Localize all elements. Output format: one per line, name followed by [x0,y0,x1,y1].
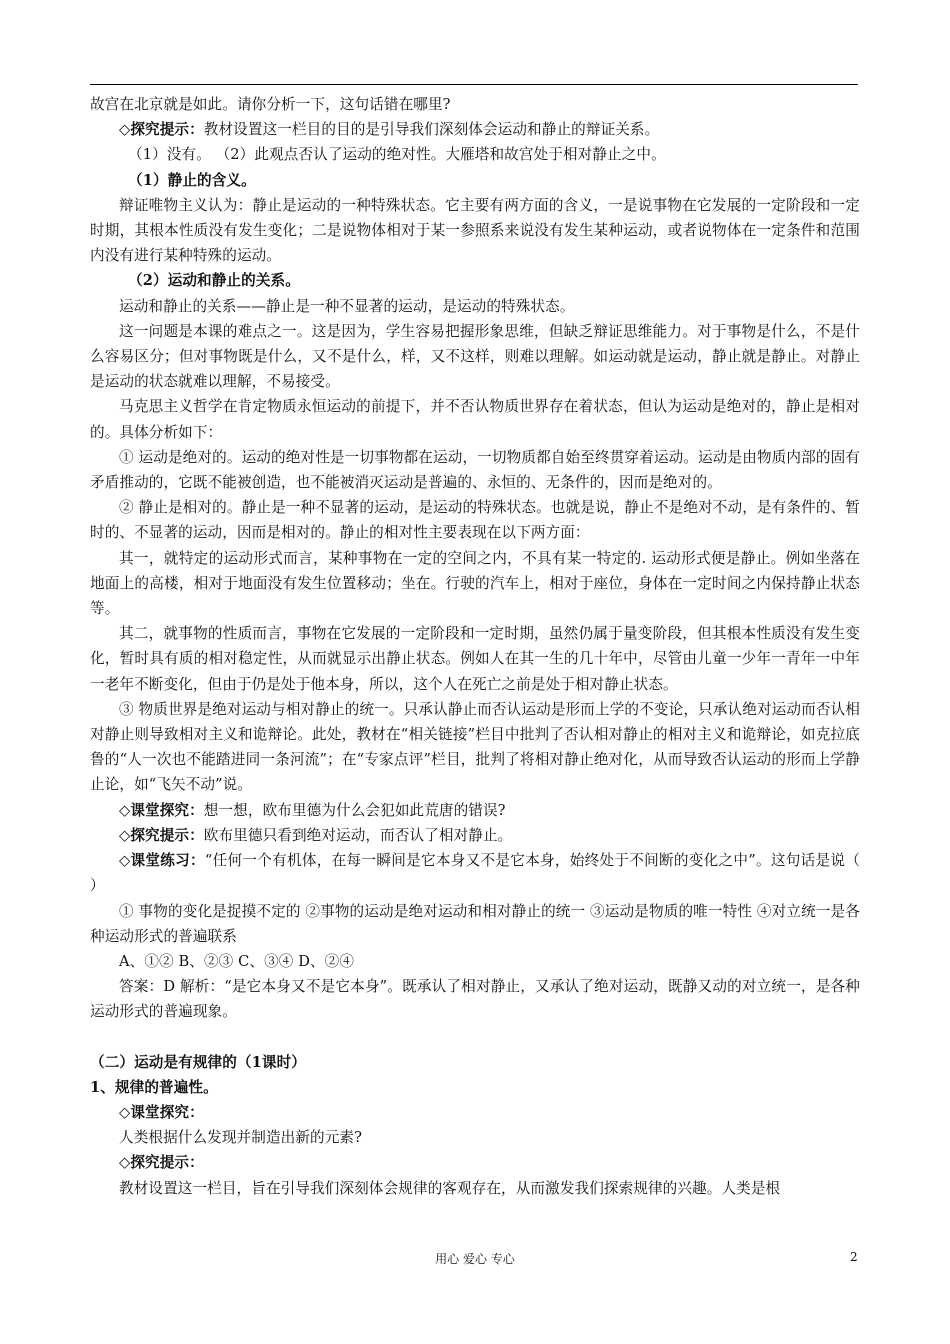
paragraph [90,899,860,949]
paragraph [90,823,860,848]
footer-text: 用心 爱心 专心 [435,1252,515,1266]
text-run: 欧布里德只看到绝对运动，而否认了相对静止。 [203,826,513,844]
paragraph [90,1075,860,1100]
bold-label: ◇课堂探究： [119,1103,204,1121]
bold-label: ◇探究提示： [119,1154,204,1172]
text-run: ③ 物质世界是绝对运动与相对静止的统一。只承认静止而否认运动是形而上学的不变论，只承认绝对运动而否认相对静止则导致相对主义和诡辩论。此处，教材在“相关链接”栏目中批判了否认相对静止的相对主义和诡辩论，如克拉底鲁的“人一次也不能踏进同一条河流”；在“专家点评”栏目，批判了将相对静止绝对化，从而导致否认运动的形而上学静止论，如“飞矢不动”说。 [90,700,860,794]
paragraph [90,621,860,697]
paragraph [90,92,860,117]
paragraph [90,117,860,142]
bold-label: 1、规律的普遍性。 [90,1078,218,1096]
paragraph [90,798,860,823]
paragraph [90,1100,860,1125]
paragraph [90,495,860,545]
text-run: 这一问题是本课的难点之一。这是因为，学生容易把握形象思维，但缺乏辩证思维能力。对于事物是什么，不是什么容易区分；但对事物既是什么，又不是什么，样，又不这样，则难以理解。如运动就是运动，静止就是静止。对静止是运动的状态就难以理解，不易接受。 [90,322,860,391]
text-run: ① 运动是绝对的。运动的绝对性是一切事物都在运动，一切物质都自始至终贯穿着运动。运动是由物质内部的固有矛盾推动的，它既不能被创造，也不能被消灭运动是普遍的、永恒的、无条件的，因而是绝对的。 [90,448,860,492]
text-run: 答案：D 解析：“是它本身又不是它本身”。既承认了相对静止，又承认了绝对运动，既静又动的对立统一，是各种运动形式的普遍现象。 [90,978,860,1021]
text-run: ② 静止是相对的。静止是一种不显著的运动，是运动的特殊状态。也就是说，静止不是绝对不动，是有条件的、暂时的、不显著的运动，因而是相对的。静止的相对性主要表现在以下两方面： [90,499,860,542]
paragraph [90,974,860,1024]
text-run: 其二，就事物的性质而言，事物在它发展的一定阶段和一定时期，虽然仍属于量变阶段，但其根本性质没有发生变化，暂时具有质的相对稳定性，从而就显示出静止状态。例如人在其一生的几十年中，尽管由儿童一少年一青年一中年一老年不断变化，但由于仍是处于他本身，所以，这个人在死亡之前是处于相对静止状态。 [90,625,860,693]
paragraph [90,1125,860,1150]
blank-line [90,1025,860,1050]
page-number: 2 [850,1250,858,1264]
text-run: 马克思主义哲学在肯定物质永恒运动的前提下，并不否认物质世界存在着状态，但认为运动是绝对的，静止是相对的。具体分析如下： [90,398,860,441]
paragraph [90,168,860,193]
text-run: 人类根据什么发现并制造出新的元素? [119,1129,363,1147]
paragraph [90,949,860,974]
paragraph [90,394,860,444]
text-run: 运动和静止的关系——静止是一种不显著的运动，是运动的特殊状态。 [119,297,575,315]
paragraph [90,319,860,395]
paragraph [90,193,860,269]
bold-label: ◇探究提示： [119,826,204,844]
bold-label: ◇课堂探究： [119,801,204,819]
text-run: 辩证唯物主义认为：静止是运动的一种特殊状态。它主要有两方面的含义，一是说事物在它发展的一定阶段和一定时期，其根本性质没有发生变化；二是说物体相对于某一参照系来说没有发生某种运动，或者说物体在一定条件和范围内没有进行某种特殊的运动。 [90,196,860,265]
paragraph [90,697,860,798]
paragraph [90,546,860,622]
text-run: （1）没有。 （2）此观点否认了运动的绝对性。大雁塔和故宫处于相对静止之中。 [128,146,666,164]
paragraph [90,294,860,319]
text-run: 其一，就特定的运动形式而言，某种事物在一定的空间之内，不具有某一特定的. 运动形式便是静止。例如坐落在地面上的高楼，相对于地面没有发生位置移动；坐在。行驶的汽车上，相对于座位，身体在一定时间之内保持静止状态等。 [90,549,860,618]
text-run: 教材设置这一栏目的目的是引导我们深刻体会运动和静止的辩证关系。 [203,121,660,139]
bold-label: （1）静止的含义。 [128,171,256,189]
paragraph [90,142,860,167]
header-rule [90,84,858,85]
text-run: “任何一个有机体，在每一瞬间是它本身又不是它本身，始终处于不间断的变化之中”。这句话是说（ ） [90,852,860,895]
paragraph [90,1150,860,1175]
text-run: 故宫在北京就是如此。请你分析一下，这句话错在哪里? [90,96,451,113]
bold-label: （二）运动是有规律的（1课时） [90,1053,306,1071]
paragraph [90,848,860,898]
text-run: A、①② B、②③ C、③④ D、②④ [119,952,355,970]
paragraph [90,1176,860,1201]
text-run: 想一想，欧布里德为什么会犯如此荒唐的错误? [203,801,506,819]
bold-label: ◇探究提示： [119,121,204,139]
text-run: ① 事物的变化是捉摸不定的 ②事物的运动是绝对运动和相对静止的统一 ③运动是物质的唯一特性 ④对立统一是各种运动形式的普遍联系 [90,902,860,945]
text-run: 教材设置这一栏目，旨在引导我们深刻体会规律的客观存在，从而激发我们探索规律的兴趣。人类是根 [119,1179,781,1197]
paragraph [90,268,860,293]
paragraph [90,445,860,495]
paragraph [90,1050,860,1075]
bold-label: ◇课堂练习： [119,852,205,870]
document-body [90,92,860,1201]
bold-label: （2）运动和静止的关系。 [128,272,300,290]
